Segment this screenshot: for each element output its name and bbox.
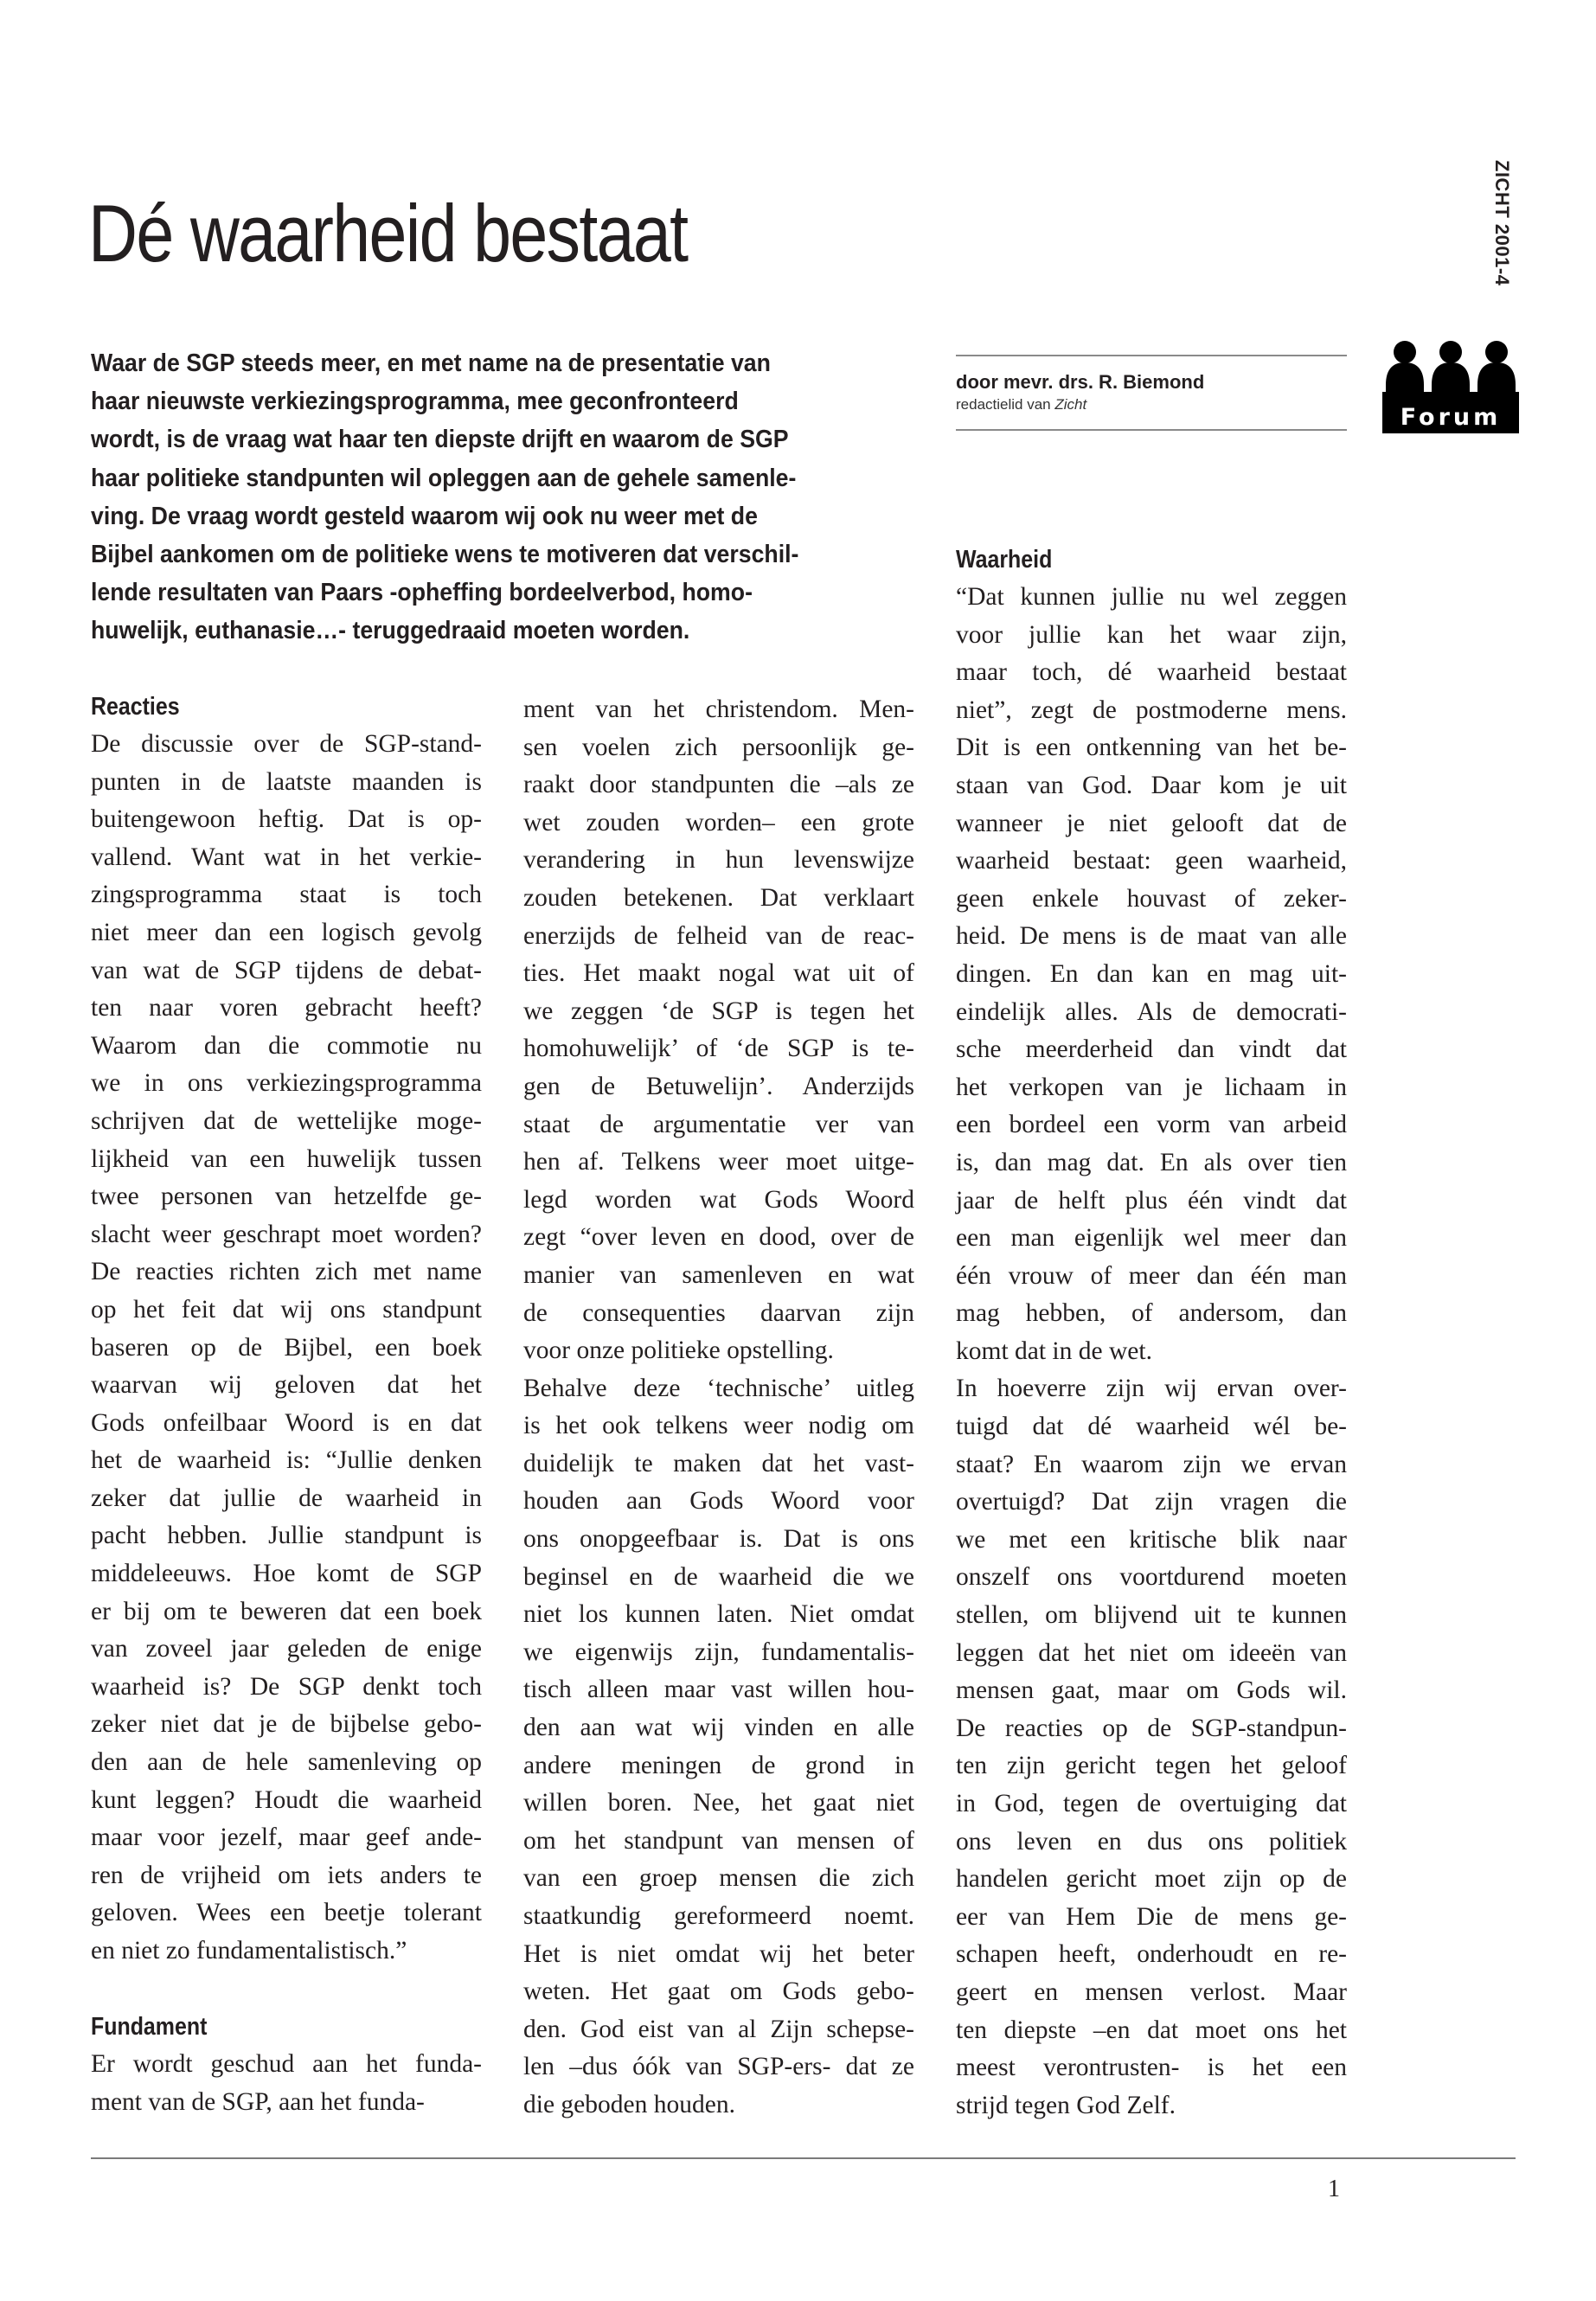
text-line: ten zijn gericht tegen het geloof bbox=[956, 1752, 1347, 1780]
text-line: kunt leggen? Houdt die waarheid bbox=[91, 1785, 482, 1814]
text-line: ren de vrijheid om iets anders te bbox=[91, 1861, 482, 1889]
text-line: een bordeel een vorm van arbeid bbox=[956, 1111, 1347, 1139]
text-line: raakt door standpunten die –als ze bbox=[523, 771, 914, 799]
text-line: om het standpunt van mensen of bbox=[523, 1826, 914, 1855]
text-line: op het feit dat wij ons standpunt bbox=[91, 1295, 482, 1324]
text-line: staan van God. Daar kom je uit bbox=[956, 771, 1347, 799]
text-line: willen boren. Nee, het gaat niet bbox=[523, 1789, 914, 1817]
section-body bbox=[91, 2046, 482, 2121]
text-line: De reacties op de SGP-standpun- bbox=[956, 1714, 1347, 1742]
lead-line: Waar de SGP steeds meer, en met name na de presentatie van bbox=[91, 349, 771, 377]
text-line: waarheid bestaat: geen waarheid, bbox=[956, 847, 1347, 875]
lead-line: haar politieke standpunten wil opleggen aan de gehele samenle- bbox=[91, 464, 797, 492]
people-icon bbox=[1382, 340, 1519, 409]
text-line: voor jullie kan het waar zijn, bbox=[956, 620, 1347, 649]
text-line: we in ons verkiezingsprogramma bbox=[91, 1069, 482, 1098]
text-line: zouden betekenen. Dat verklaart bbox=[523, 883, 914, 912]
page-number: 1 bbox=[1328, 2176, 1340, 2202]
text-line: onszelf ons voortdurend moeten bbox=[956, 1563, 1347, 1592]
text-line: homohuwelijk’ of ‘de SGP is te- bbox=[523, 1035, 914, 1063]
text-line: die geboden houden. bbox=[523, 2090, 735, 2118]
text-line: lijkheid van een huwelijk tussen bbox=[91, 1144, 482, 1173]
text-line: ties. Het maakt nogal wat uit of bbox=[523, 959, 914, 988]
text-line: Dit is een ontkenning van het be- bbox=[956, 734, 1347, 762]
text-line: zingsprogramma staat is toch bbox=[91, 881, 482, 909]
lead-line: haar nieuwste verkiezingsprogramma, mee geconfronteerd bbox=[91, 388, 739, 416]
text-line: De reacties richten zich met name bbox=[91, 1258, 482, 1286]
lead-line: Bijbel aankomen om de politieke wens te motiveren dat verschil- bbox=[91, 541, 799, 569]
text-line: niet meer dan een logisch gevolg bbox=[91, 918, 482, 946]
text-line: eer van Hem Die de mens ge- bbox=[956, 1902, 1347, 1931]
text-line: waarheid is? De SGP denkt toch bbox=[91, 1672, 482, 1701]
text-line: andere meningen de grond in bbox=[523, 1751, 914, 1779]
text-line: we eigenwijs zijn, fundamentalis- bbox=[523, 1638, 914, 1666]
author-role bbox=[956, 394, 1347, 415]
text-line: In hoeverre zijn wij ervan over- bbox=[956, 1375, 1347, 1403]
text-line: punten in de laatste maanden is bbox=[91, 767, 482, 796]
text-line: meest verontrusten- is het een bbox=[956, 2054, 1347, 2082]
text-line: manier van samenleven en wat bbox=[523, 1260, 914, 1289]
text-line: maar voor jezelf, maar geef ande- bbox=[91, 1823, 482, 1852]
lead-paragraph bbox=[91, 344, 911, 651]
text-line: legd worden wat Gods Woord bbox=[523, 1185, 914, 1214]
text-line: leggen dat het niet om ideeën van bbox=[956, 1638, 1347, 1667]
text-line: Waarom dan die commotie nu bbox=[91, 1031, 482, 1060]
running-head: ZICHT 2001-4 bbox=[1491, 160, 1513, 286]
author-name: door mevr. drs. R. Biemond bbox=[956, 371, 1205, 393]
text-line: ten naar voren gebracht heeft? bbox=[91, 994, 482, 1022]
text-line: zeker dat jullie de waarheid in bbox=[91, 1484, 482, 1512]
section-body bbox=[91, 726, 482, 1971]
text-line: twee personen van hetzelfde ge- bbox=[91, 1183, 482, 1211]
text-line: van wat de SGP tijdens de debat- bbox=[91, 956, 482, 984]
text-line: is het ook telkens weer nodig om bbox=[523, 1412, 914, 1440]
forum-logo bbox=[1382, 340, 1519, 433]
text-line: beginsel en de waarheid die we bbox=[523, 1562, 914, 1591]
text-line: maar toch, dé waarheid bestaat bbox=[956, 658, 1347, 687]
byline-top-rule bbox=[956, 355, 1347, 356]
text-line: eindelijk alles. Als de democrati- bbox=[956, 997, 1347, 1026]
logo-label: Forum bbox=[1382, 402, 1519, 433]
publication-name: Zicht bbox=[1054, 396, 1087, 413]
lead-line: lende resultaten van Paars -opheffing bordeelverbod, homo- bbox=[91, 579, 753, 607]
text-line: slacht weer geschrapt moet worden? bbox=[91, 1220, 482, 1248]
text-line: zegt “over leven en dood, over de bbox=[523, 1223, 914, 1252]
text-line: niet”, zegt de postmoderne mens. bbox=[956, 695, 1347, 724]
text-line: mensen gaat, maar om Gods wil. bbox=[956, 1676, 1347, 1705]
text-line: sen voelen zich persoonlijk ge- bbox=[523, 733, 914, 761]
role-prefix: redactielid van bbox=[956, 396, 1055, 413]
text-line: waarvan wij geloven dat het bbox=[91, 1371, 482, 1400]
text-line: ons leven en dus ons politiek bbox=[956, 1827, 1347, 1856]
text-line: geen enkele houvast of zeker- bbox=[956, 884, 1347, 913]
byline-bottom-rule bbox=[956, 429, 1347, 431]
text-line: niet los kunnen laten. Niet omdat bbox=[523, 1600, 914, 1629]
lead-line: ving. De vraag wordt gesteld waarom wij ook nu weer met de bbox=[91, 502, 758, 530]
text-line: gen de Betuwelijn’. Anderzijds bbox=[523, 1072, 914, 1100]
text-line: mag hebben, of andersom, dan bbox=[956, 1299, 1347, 1328]
text-line: houden aan Gods Woord voor bbox=[523, 1487, 914, 1516]
text-line: het verkopen van je lichaam in bbox=[956, 1073, 1347, 1101]
column-1 bbox=[91, 688, 482, 2121]
text-line: Het is niet omdat wij het beter bbox=[523, 1939, 914, 1968]
section-heading-waarheid: Waarheid bbox=[956, 546, 1053, 574]
text-line: komt dat in de wet. bbox=[956, 1336, 1152, 1365]
text-line: overtuigd? Dat zijn vragen die bbox=[956, 1488, 1347, 1516]
text-line: heid. De mens is de maat van alle bbox=[956, 922, 1347, 951]
text-line: De discussie over de SGP-stand- bbox=[91, 730, 482, 758]
text-line: jaar de helft plus één vindt dat bbox=[956, 1186, 1347, 1215]
text-line: we met een kritische blik naar bbox=[956, 1525, 1347, 1554]
section-heading-fundament: Fundament bbox=[91, 2013, 208, 2041]
text-line: voor onze politieke opstelling. bbox=[523, 1336, 834, 1365]
text-line: hen af. Telkens weer moet uitge- bbox=[523, 1148, 914, 1176]
text-line: er bij om te beweren dat een boek bbox=[91, 1597, 482, 1625]
footer-rule bbox=[91, 2157, 1516, 2159]
text-line: staat? En waarom zijn we ervan bbox=[956, 1450, 1347, 1478]
text-line: dingen. En dan kan en mag uit- bbox=[956, 959, 1347, 988]
text-line: staat de argumentatie ver van bbox=[523, 1110, 914, 1138]
article-title: Dé waarheid bestaat bbox=[88, 187, 688, 279]
section-body bbox=[523, 691, 914, 2125]
text-line: van zoveel jaar geleden de enige bbox=[91, 1635, 482, 1663]
text-line: den aan wat wij vinden en alle bbox=[523, 1714, 914, 1742]
text-line: schapen heeft, onderhoudt en re- bbox=[956, 1940, 1347, 1969]
text-line: buitengewoon heftig. Dat is op- bbox=[91, 805, 482, 834]
text-line: we zeggen ‘de SGP is tegen het bbox=[523, 997, 914, 1025]
text-line: schrijven dat de wettelijke moge- bbox=[91, 1106, 482, 1135]
text-line: den. God eist van al Zijn schepse- bbox=[523, 2015, 914, 2043]
text-line: den aan de hele samenleving op bbox=[91, 1748, 482, 1777]
text-line: len –dus óók van SGP-ers- dat ze bbox=[523, 2053, 914, 2081]
text-line: in God, tegen de overtuiging dat bbox=[956, 1790, 1347, 1817]
text-line: het de waarheid is: “Jullie denken bbox=[91, 1446, 482, 1475]
text-line: enerzijds de felheid van de reac- bbox=[523, 921, 914, 950]
text-line: van een groep mensen die zich bbox=[523, 1864, 914, 1893]
byline bbox=[956, 355, 1347, 431]
column-2 bbox=[523, 691, 914, 2125]
text-line: pacht hebben. Jullie standpunt is bbox=[91, 1522, 482, 1550]
text-line: Behalve deze ‘technische’ uitleg bbox=[523, 1374, 914, 1402]
text-line: Er wordt geschud aan het funda- bbox=[91, 2050, 482, 2079]
text-line: strijd tegen God Zelf. bbox=[956, 2091, 1176, 2119]
text-line: duidelijk te maken dat het vast- bbox=[523, 1449, 914, 1477]
text-line: sche meerderheid dan vindt dat bbox=[956, 1035, 1347, 1064]
text-line: handelen gericht moet zijn op de bbox=[956, 1865, 1347, 1894]
text-line: ment van het christendom. Men- bbox=[523, 695, 914, 723]
text-line: en niet zo fundamentalistisch.” bbox=[91, 1937, 407, 1965]
text-line: vallend. Want wat in het verkie- bbox=[91, 843, 482, 871]
text-line: zeker niet dat je de bijbelse gebo- bbox=[91, 1710, 482, 1739]
text-line: verandering in hun levenswijze bbox=[523, 846, 914, 875]
text-line: wet zouden worden– een grote bbox=[523, 808, 914, 836]
text-line: een man eigenlijk wel meer dan bbox=[956, 1224, 1347, 1253]
lead-line: huwelijk, euthanasie…- teruggedraaid moeten worden. bbox=[91, 617, 690, 645]
text-line: geloven. Wees een beetje tolerant bbox=[91, 1899, 482, 1927]
text-line: ten diepste –en dat moet ons het bbox=[956, 2016, 1347, 2044]
text-line: de consequenties daarvan zijn bbox=[523, 1298, 914, 1327]
section-gap bbox=[91, 1971, 482, 2009]
text-line: wanneer je niet gelooft dat de bbox=[956, 809, 1347, 837]
text-line: tuigd dat dé waarheid wél be- bbox=[956, 1413, 1347, 1441]
text-line: weten. Het gaat om Gods gebo- bbox=[523, 1977, 914, 2006]
text-line: baseren op de Bijbel, een boek bbox=[91, 1333, 482, 1362]
section-body bbox=[956, 579, 1347, 2125]
section-heading-reacties: Reacties bbox=[91, 693, 180, 721]
text-line: één vrouw of meer dan één man bbox=[956, 1261, 1347, 1290]
text-line: ons onopgeefbaar is. Dat is ons bbox=[523, 1525, 914, 1554]
text-line: Gods onfeilbaar Woord is en dat bbox=[91, 1408, 482, 1437]
text-line: is, dan mag dat. En als over tien bbox=[956, 1148, 1347, 1176]
text-line: ment van de SGP, aan het funda- bbox=[91, 2087, 425, 2116]
text-line: tisch alleen maar vast willen hou- bbox=[523, 1676, 914, 1704]
column-3 bbox=[956, 541, 1347, 2125]
text-line: stellen, om blijvend uit te kunnen bbox=[956, 1601, 1347, 1630]
text-line: middeleeuws. Hoe komt de SGP bbox=[91, 1560, 482, 1588]
text-line: staatkundig gereformeerd noemt. bbox=[523, 1902, 914, 1930]
text-line: geert en mensen verlost. Maar bbox=[956, 1977, 1347, 2006]
lead-line: wordt, is de vraag wat haar ten diepste drijft en waarom de SGP bbox=[91, 426, 789, 454]
text-line: “Dat kunnen jullie nu wel zeggen bbox=[956, 583, 1347, 611]
